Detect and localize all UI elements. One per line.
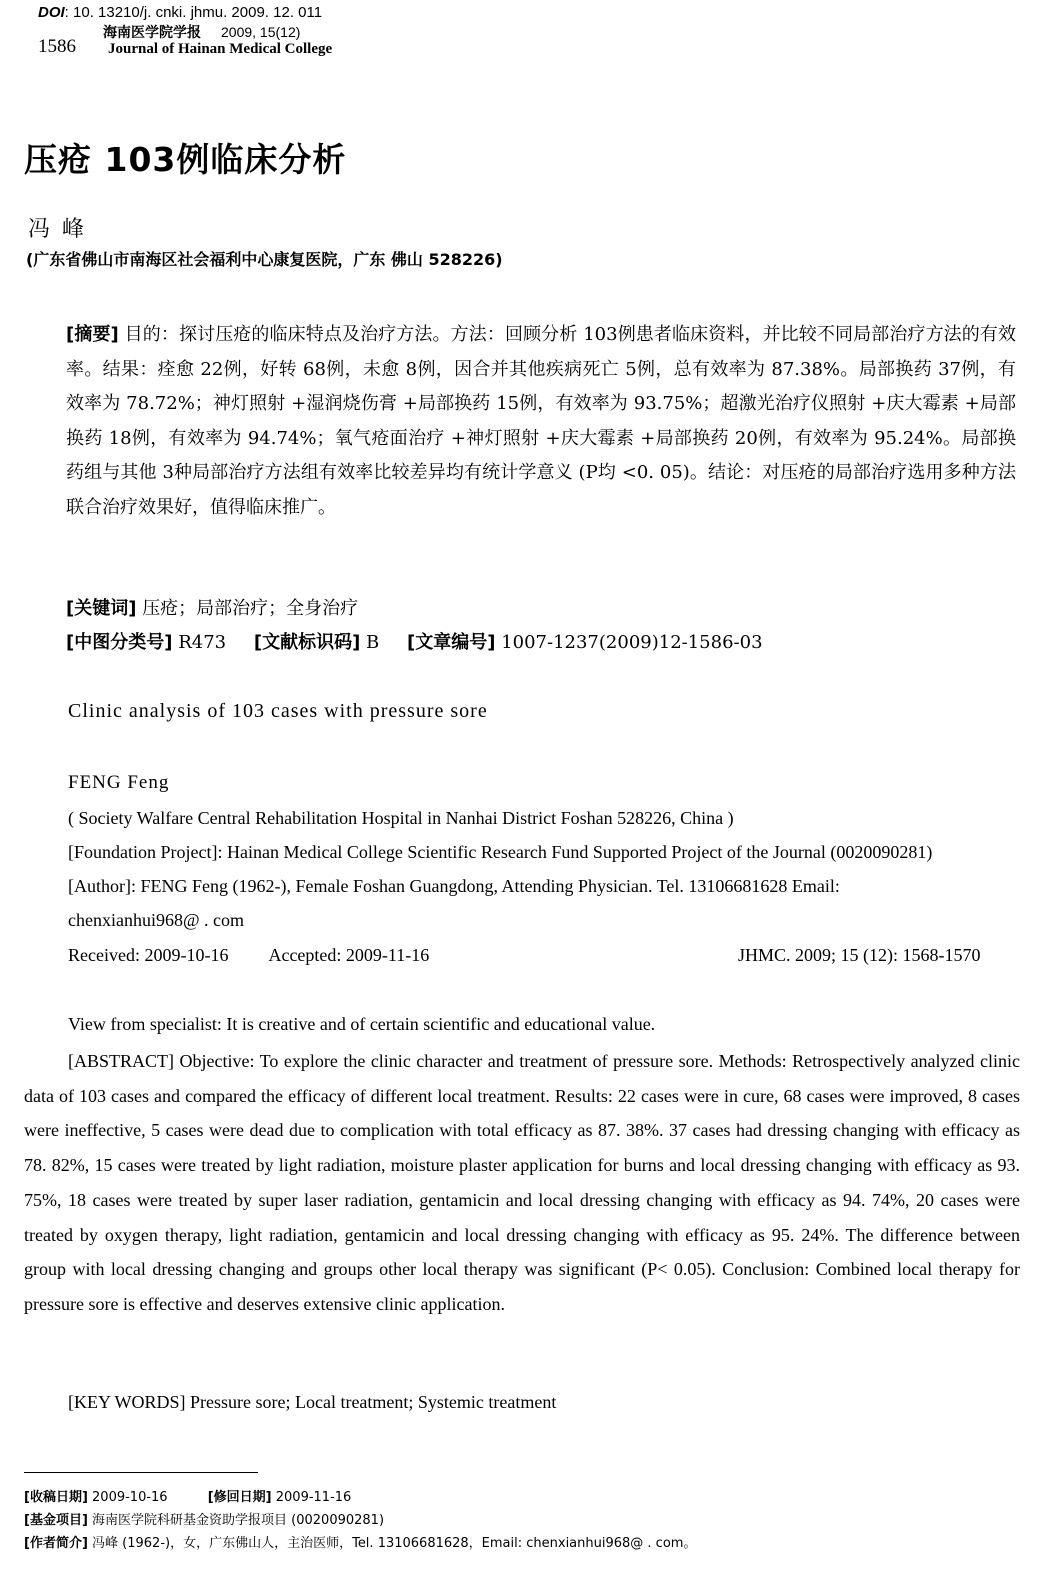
fn-bio-value: 冯峰 (1962-)，女，广东佛山人，主治医师，Tel. 13106681628，Email: chenxianhui968@ . com。 bbox=[92, 1536, 697, 1551]
journal-issue: 2009, 15(12) bbox=[221, 24, 301, 40]
keywords-cn bbox=[66, 594, 358, 620]
doi-line: DOI: 10. 13210/j. cnki. jhmu. 2009. 12. 011 bbox=[38, 4, 323, 21]
keywords-cn-text: 压疮；局部治疗；全身治疗 bbox=[142, 598, 359, 619]
affiliation-en: ( Society Walfare Central Rehabilitation Hospital in Nanhai District Foshan 528226, China ) bbox=[68, 808, 734, 828]
abstract-en: [ABSTRACT] Objective: To explore the clinic character and treatment of pressure sore. Methods: Retrospectively analyzed clinic data of 103 cases and compared the efficacy of different local treatment. Results: 22 cases were in cure, 68 cases were improved, 8 cases were ineffective, 5 cases were dead due to complication with total efficacy as 87. 38%. 37 cases had dressing changing with efficacy as 78. 82%, 15 cases were treated by light radiation, moisture plaster application for burns and local dressing changing with efficacy as 93. 75%, 18 cases were treated by super laser radiation, gentamicin and local dressing changing with efficacy as 94. 74%, 20 cases were treated by oxygen therapy, light radiation, gentamicin and local dressing changing with efficacy as 95. 24%. The difference between group with local dressing changing and groups other local therapy was significant (P< 0.05). Conclusion: Combined local therapy for pressure sore is effective and deserves extensive clinic application. bbox=[24, 1051, 1020, 1314]
foundation-project: [Foundation Project]: Hainan Medical College Scientific Research Fund Supported Project of the Journal (0020090281) bbox=[68, 842, 933, 862]
footnote-author-bio bbox=[24, 1532, 696, 1551]
affiliation-cn: (广东省佛山市南海区社会福利中心康复医院，广东 佛山 528226) bbox=[26, 250, 503, 269]
footnote-divider bbox=[24, 1472, 258, 1473]
article-no-label: [文章编号] bbox=[407, 632, 496, 653]
fn-fund-value: 海南医学院科研基金资助学报项目 (0020090281) bbox=[92, 1513, 385, 1528]
fn-fund-label: [基金项目] bbox=[24, 1513, 88, 1528]
fn-bio-label: [作者简介] bbox=[24, 1536, 88, 1551]
citation: JHMC. 2009; 15 (12): 1568-1570 bbox=[738, 945, 981, 965]
author-info-line-1: [Author]: FENG Feng (1962-), Female Foshan Guangdong, Attending Physician. Tel. 13106681628 Email: bbox=[68, 876, 840, 896]
received-accepted-line bbox=[68, 945, 429, 966]
footnote-dates bbox=[24, 1486, 351, 1505]
journal-issue-line bbox=[103, 22, 300, 42]
fn-received-label: [收稿日期] bbox=[24, 1490, 88, 1505]
received-date: Received: 2009-10-16 bbox=[68, 945, 229, 965]
specialist-view: View from specialist: It is creative and of certain scientific and educational value. bbox=[68, 1014, 656, 1034]
doi-value: : 10. 13210/j. cnki. jhmu. 2009. 12. 011 bbox=[64, 4, 323, 21]
footnote-fund bbox=[24, 1509, 384, 1528]
fn-revised-label: [修回日期] bbox=[207, 1490, 272, 1505]
clc-value: R473 bbox=[178, 632, 227, 653]
author-en: FENG Feng bbox=[68, 772, 170, 793]
article-no-value: 1007-1237(2009)12-1586-03 bbox=[501, 632, 763, 653]
author-cn: 冯峰 bbox=[28, 217, 97, 242]
page-number: 1586 bbox=[38, 36, 76, 57]
article-title-cn: 压疮 103例临床分析 bbox=[24, 140, 347, 179]
abstract-cn-label: [摘要] bbox=[66, 324, 119, 345]
journal-name-en: Journal of Hainan Medical College bbox=[108, 41, 333, 57]
accepted-date: Accepted: 2009-11-16 bbox=[268, 945, 430, 965]
abstract-cn-text: 目的：探讨压疮的临床特点及治疗方法。方法：回顾分析 103例患者临床资料，并比较不同局部治疗方法的有效率。结果：痊愈 22例，好转 68例，未愈 8例，因合并其他疾病死亡 5例，总有效率为 87.38%。局部换药 37例，有效率为 78.72%；神灯照射 +湿润烧伤膏 +局部换药 15例，有效率为 93.75%；超激光治疗仪照射 +庆大霉素 +局部换药 18例，有效率为 94.74%；氧气疮面治疗 +神灯照射 +庆大霉素 +局部换药 20例，有效率为 95.24%。局部换药组与其他 3种局部治疗方法组有效率比较差异均有统计学意义 (P均 <0. 05)。结论：对压疮的局部治疗选用多种方法联合治疗效果好，值得临床推广。 bbox=[66, 324, 1017, 518]
fn-received-value: 2009-10-16 bbox=[92, 1490, 168, 1505]
journal-name-cn: 海南医学院学报 bbox=[103, 24, 201, 40]
clc-label: [中图分类号] bbox=[66, 632, 173, 653]
fn-revised-value: 2009-11-16 bbox=[275, 1490, 352, 1505]
article-title-en: Clinic analysis of 103 cases with pressure sore bbox=[68, 700, 488, 722]
doc-code-value: B bbox=[366, 632, 380, 653]
doc-code-label: [文献标识码] bbox=[253, 632, 361, 653]
keywords-cn-label: [关键词] bbox=[66, 598, 137, 619]
keywords-en: [KEY WORDS] Pressure sore; Local treatment; Systemic treatment bbox=[68, 1392, 557, 1412]
author-info-line-2: chenxianhui968@ . com bbox=[68, 910, 245, 930]
abstract-cn bbox=[66, 318, 1016, 525]
classification-line bbox=[66, 628, 763, 654]
